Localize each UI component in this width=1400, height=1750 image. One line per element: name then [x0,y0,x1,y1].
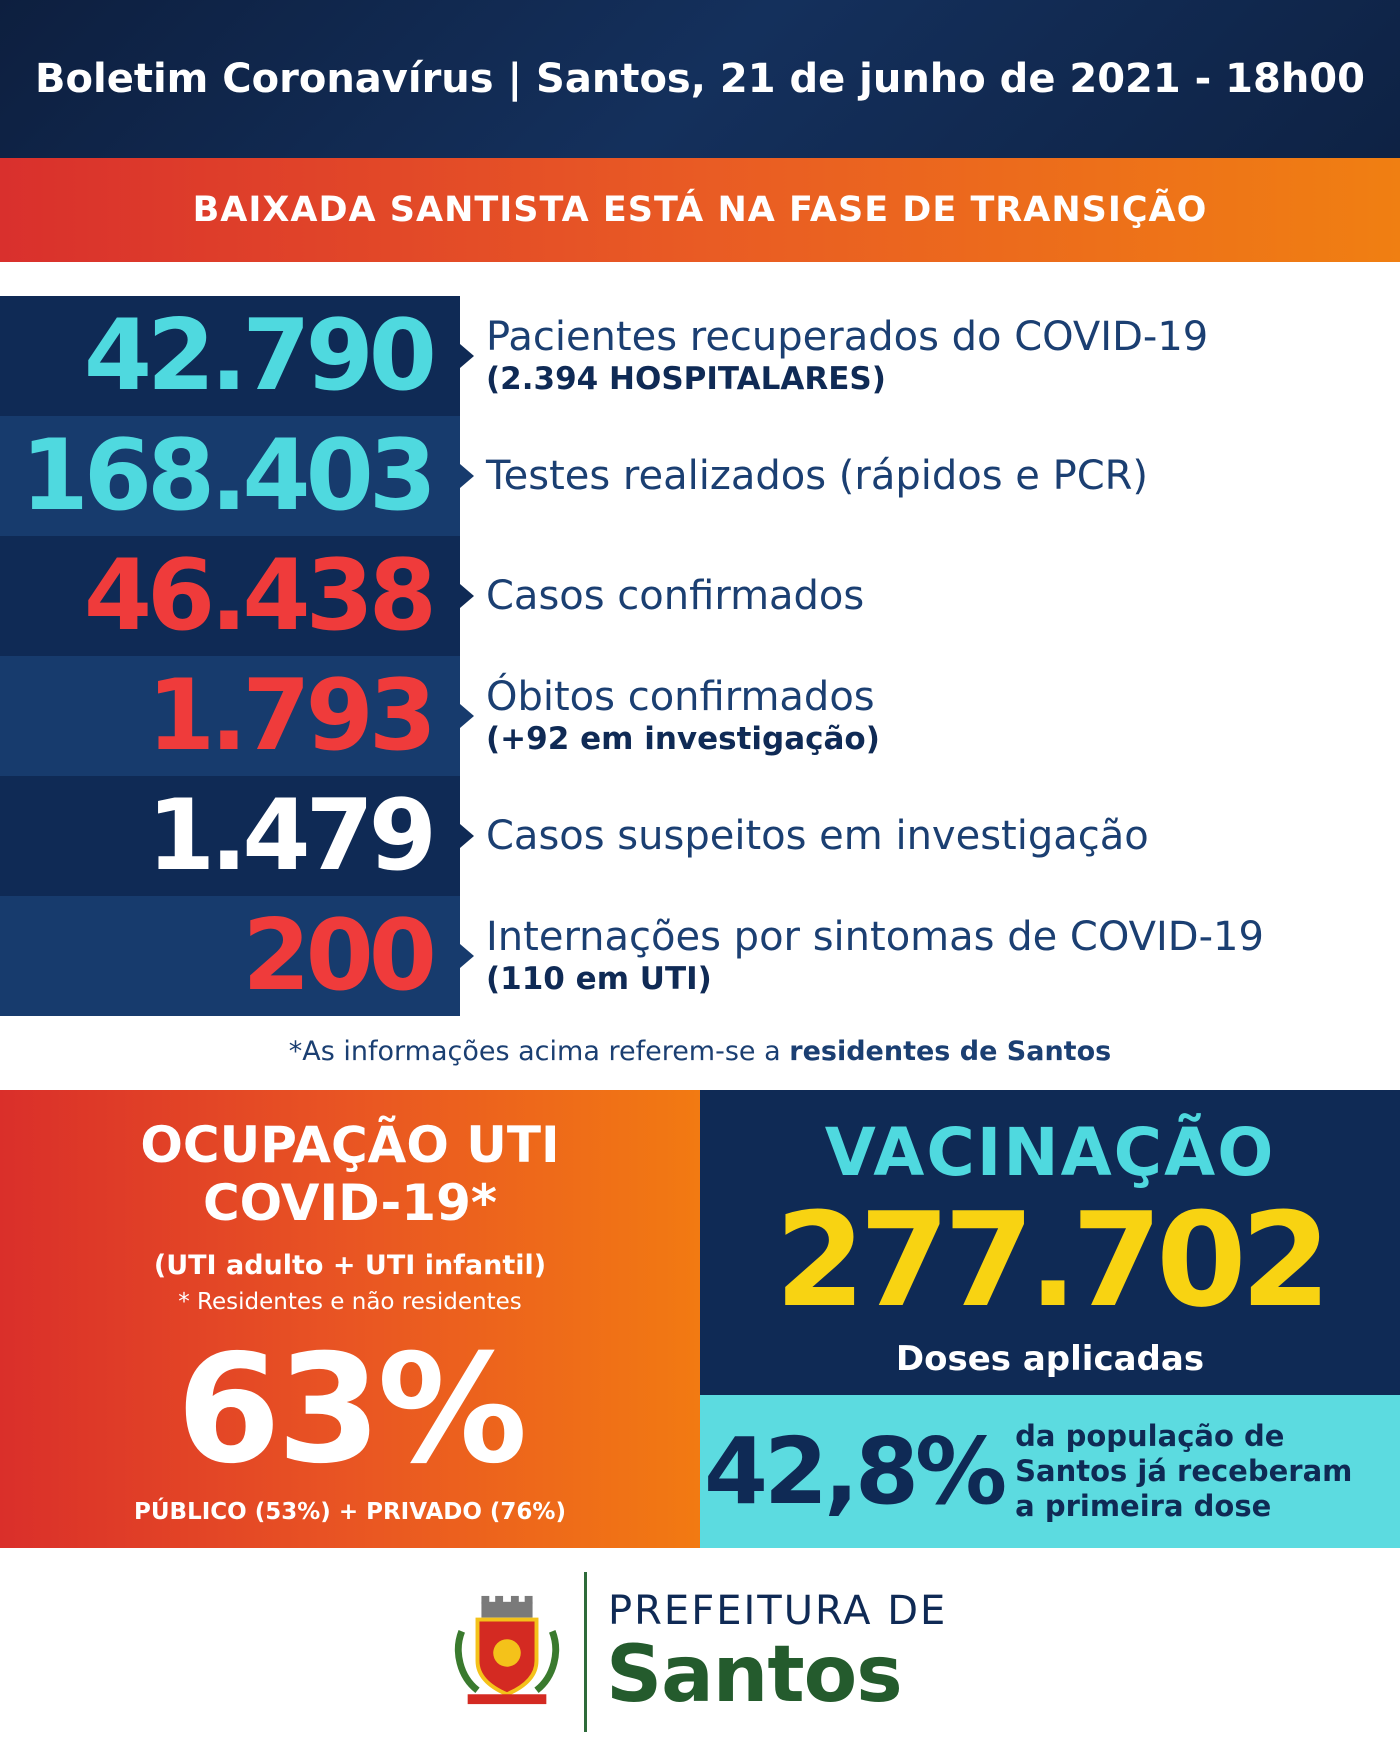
stat-number-box [0,896,460,1016]
stat-number-box [0,296,460,416]
header-title: Boletim Coronavírus | Santos, 21 de junho de 2021 - 18h00 [35,56,1365,102]
icu-occupancy-panel [0,1090,700,1548]
stat-recovered [0,296,1400,416]
stat-text [486,915,1264,997]
icu-percent: 63% [176,1323,524,1497]
population-percent: 42,8% [704,1417,1004,1525]
pointer-arrow-icon [460,944,474,968]
santos-coat-of-arms-icon [448,1592,566,1710]
vaccination-doses-label: Doses aplicadas [895,1339,1205,1379]
stat-text [486,814,1149,858]
stat-suspected [0,776,1400,896]
pointer-arrow-icon [460,704,474,728]
footer-prefeitura: PREFEITURA DE [608,1588,948,1634]
icu-note: * Residentes e não residentes [178,1289,522,1315]
stat-confirmed [0,536,1400,656]
stat-text [486,574,864,618]
vaccination-panel [700,1090,1400,1395]
vaccination-title: VACINAÇÃO [824,1114,1276,1191]
stat-value: 200 [242,899,432,1013]
vaccination-doses: 277.702 [774,1184,1326,1336]
icu-subtitle: (UTI adulto + UTI infantil) [153,1250,547,1281]
icu-title-line1: OCUPAÇÃO UTI [140,1116,560,1174]
pointer-arrow-icon [460,584,474,608]
footer [0,1548,1400,1750]
stat-tests [0,416,1400,536]
icu-title [0,1116,700,1232]
population-text: da população de Santos já receberam a primeira dose [1015,1419,1353,1523]
stat-label: Casos suspeitos em investigação [486,813,1149,859]
stat-number-box [0,656,460,776]
population-vaccinated-panel [700,1395,1400,1548]
pointer-arrow-icon [460,824,474,848]
phase-banner-text: BAIXADA SANTISTA ESTÁ NA FASE DE TRANSIÇÃO [192,190,1208,230]
pointer-arrow-icon [460,344,474,368]
note-bold: residentes de Santos [789,1036,1112,1067]
stat-sublabel: (2.394 HOSPITALARES) [486,361,886,397]
stat-number-box [0,776,460,896]
stat-value: 46.438 [83,539,432,653]
stat-sublabel: (+92 em investigação) [486,721,880,757]
stat-deaths [0,656,1400,776]
stats-list [0,296,1400,1016]
footer-divider [584,1572,587,1732]
stat-text [486,454,1148,498]
residents-note [0,1036,1400,1067]
note-prefix: *As informações acima referem-se a [288,1036,790,1067]
stat-label: Pacientes recuperados do COVID-19 [486,314,1209,360]
icu-title-line2: COVID-19* [202,1174,498,1232]
phase-banner [0,158,1400,262]
stat-label: Internações por sintomas de COVID-19 [486,914,1264,960]
stat-label: Testes realizados (rápidos e PCR) [486,453,1149,499]
stat-sublabel: (110 em UTI) [486,961,712,997]
stat-value: 1.479 [147,779,432,893]
stat-value: 42.790 [83,299,432,413]
stat-text [486,675,880,757]
stat-value: 1.793 [147,659,432,773]
pointer-arrow-icon [460,464,474,488]
header [0,0,1400,158]
stat-text [486,315,1208,397]
stat-value: 168.403 [20,419,432,533]
stat-label: Casos confirmados [486,573,865,619]
icu-breakdown: PÚBLICO (53%) + PRIVADO (76%) [134,1499,566,1525]
stat-label: Óbitos confirmados [486,674,875,720]
stat-number-box [0,536,460,656]
footer-santos: Santos [606,1630,902,1720]
stat-number-box [0,416,460,536]
stat-hospitalizations [0,896,1400,1016]
